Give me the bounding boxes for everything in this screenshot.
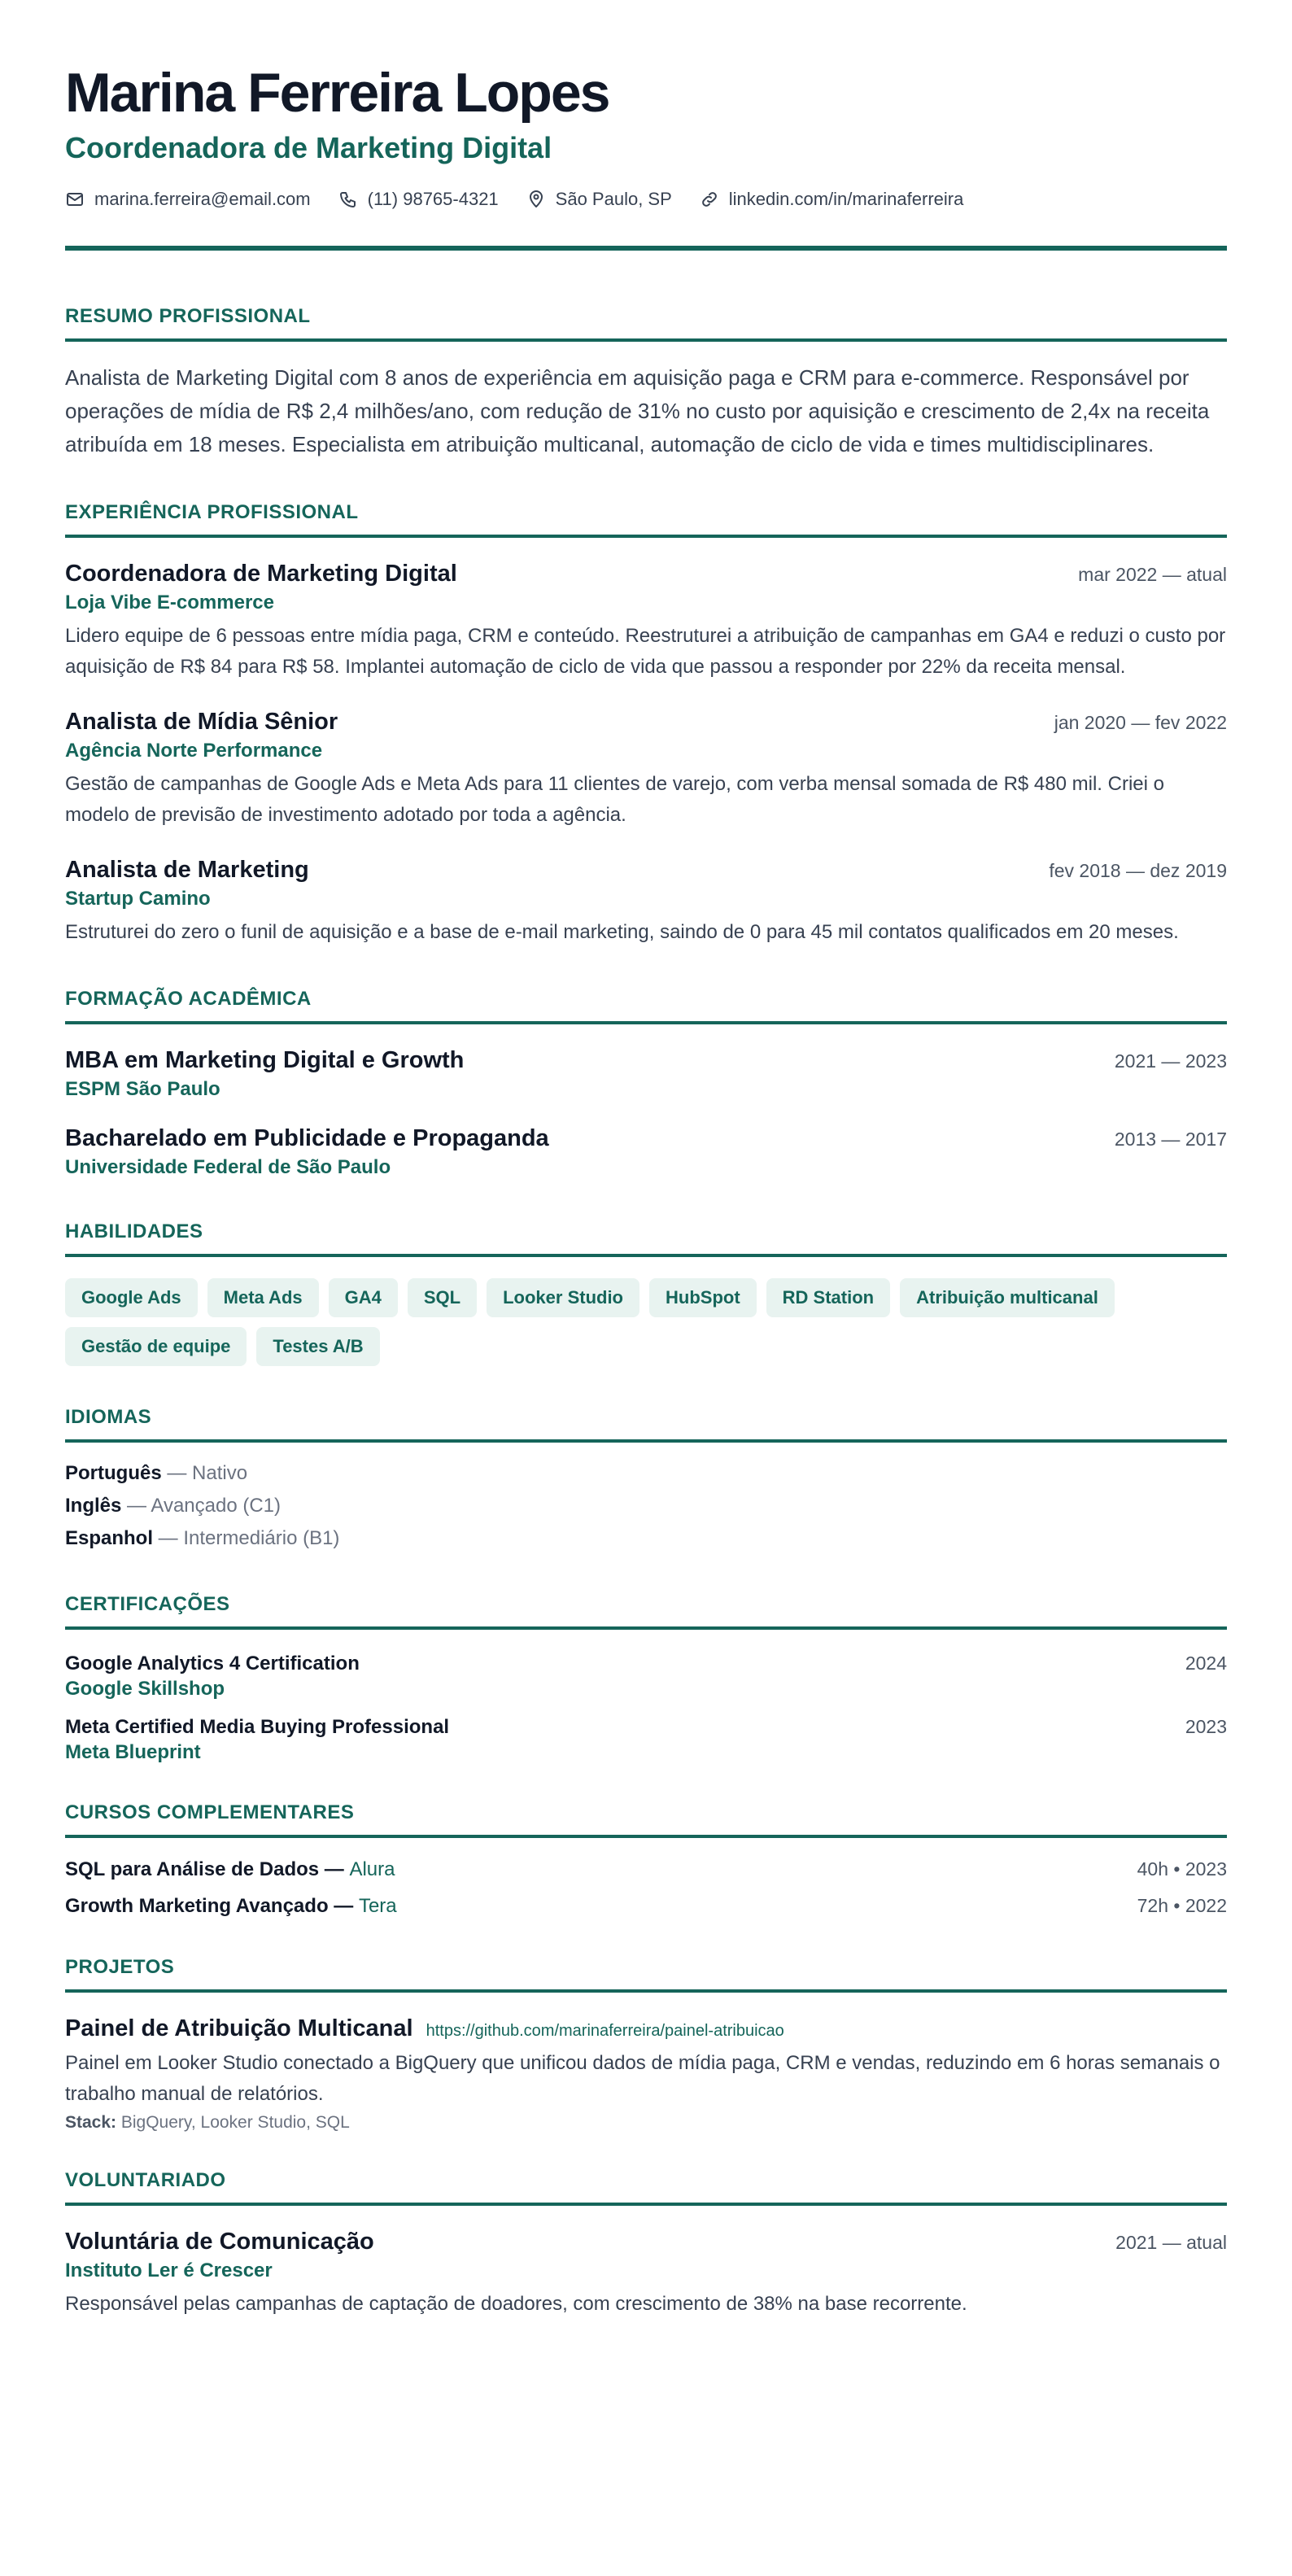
skill-chip: RD Station [766,1278,890,1317]
school-name: ESPM São Paulo [65,1078,220,1100]
courses-section [65,1801,1227,1919]
course-separator: — [319,1858,350,1880]
course-school: Tera [358,1895,397,1917]
skills-section [65,1220,1227,1366]
job-description: Gestão de campanhas de Google Ads e Meta Ads para 11 clientes de varejo, com verba mensal somada de R$ 480 mil. Criei o modelo de previsão de investimento adotado por toda a agência. [65,773,1164,826]
skill-chip: Atribuição multicanal [900,1278,1115,1317]
job-company: Agência Norte Performance [65,740,323,762]
certification-issuer: Google Skillshop [65,1678,225,1700]
location-pin-icon [526,190,546,209]
language-level: — Intermediário (B1) [153,1527,340,1549]
language-level: — Nativo [161,1462,248,1484]
contact-list [65,189,1227,210]
language-name: Espanhol [65,1527,154,1549]
degree-title: MBA em Marketing Digital e Growth [65,1047,465,1073]
section-divider [65,2203,1227,2206]
certification-issuer: Meta Blueprint [65,1741,201,1763]
summary-section [65,304,1227,461]
section-title: HABILIDADES [65,1220,203,1242]
language-name: Inglês [65,1495,122,1517]
section-title: PROJETOS [65,1956,175,1978]
volunteer-org: Instituto Ler é Crescer [65,2259,273,2281]
skill-chip: Meta Ads [207,1278,319,1317]
language-item [65,1490,1227,1522]
degree-date: 2021 — 2023 [1114,1050,1227,1072]
job-description: Estruturei do zero o funil de aquisição e a base de e-mail marketing, saindo de 0 para 45 mil contatos qualificados em 20 meses. [65,921,1179,943]
skill-chip: GA4 [329,1278,398,1317]
skill-chip: Testes A/B [256,1327,379,1366]
header-divider [65,246,1227,251]
contact-linkedin-text: linkedin.com/in/marinaferreira [728,189,964,209]
volunteer-description: Responsável pelas campanhas de captação de doadores, com crescimento de 38% na base recorrente. [65,2293,967,2315]
course-item [65,1856,1227,1883]
degree-title: Bacharelado em Publicidade e Propaganda [65,1125,549,1151]
skill-chip: Gestão de equipe [65,1327,247,1366]
link-icon [700,190,719,209]
candidate-role: Coordenadora de Marketing Digital [65,131,552,164]
contact-location-text: São Paulo, SP [555,189,672,209]
job-date: jan 2020 — fev 2022 [1054,712,1227,733]
volunteer-role: Voluntária de Comunicação [65,2229,374,2255]
course-meta: 40h • 2023 [1137,1858,1227,1880]
language-item [65,1522,1227,1555]
summary-text: Analista de Marketing Digital com 8 anos de experiência em aquisição paga e CRM para e-commerce. Responsável por operações de mídia de R$ 2,4 milhões/ano, com redução de 31% no custo por aquisição e crescimento de 2,4x na receita atribuída em 18 meses. Especialista em atribuição multicanal, automação de ciclo de vida e times multidisciplinares. [65,365,1210,456]
project-stack [65,2113,1227,2133]
certifications-section [65,1592,1227,1765]
contact-phone-text: (11) 98765-4321 [367,189,499,209]
section-divider [65,1626,1227,1630]
contact-phone[interactable] [338,189,499,210]
course-school: Alura [349,1858,395,1880]
language-name: Português [65,1462,162,1484]
project-name: Painel de Atribuição Multicanal [65,2015,413,2041]
section-divider [65,338,1227,342]
job-date: fev 2018 — dez 2019 [1049,860,1227,881]
section-title: EXPERIÊNCIA PROFISSIONAL [65,501,359,523]
contact-location [526,189,672,210]
contact-linkedin[interactable] [700,189,964,210]
section-title: VOLUNTARIADO [65,2169,226,2191]
job-title: Analista de Mídia Sênior [65,709,338,735]
section-divider [65,1254,1227,1257]
section-divider [65,535,1227,538]
certification-name: Google Analytics 4 Certification [65,1653,360,1674]
section-divider [65,1835,1227,1838]
certification-name: Meta Certified Media Buying Professional [65,1716,450,1738]
experience-item [65,707,1227,831]
project-stack-label: Stack: [65,2113,117,2132]
section-title: CERTIFICAÇÕES [65,1593,230,1615]
certification-year: 2023 [1185,1716,1227,1737]
experience-item [65,559,1227,683]
language-item [65,1457,1227,1490]
job-company: Startup Camino [65,888,211,910]
contact-email-text: marina.ferreira@email.com [94,189,311,209]
certification-year: 2024 [1185,1653,1227,1674]
project-link[interactable]: https://github.com/marinaferreira/painel-atribuicao [426,2022,784,2040]
course-meta: 72h • 2022 [1137,1895,1227,1916]
degree-date: 2013 — 2017 [1114,1129,1227,1150]
certification-item [65,1651,1227,1701]
volunteer-item [65,2227,1227,2320]
resume-header [65,60,1227,251]
section-title: FORMAÇÃO ACADÊMICA [65,988,312,1010]
experience-section [65,500,1227,948]
section-title: CURSOS COMPLEMENTARES [65,1801,355,1823]
certification-item [65,1714,1227,1765]
section-title: IDIOMAS [65,1406,152,1428]
experience-item [65,855,1227,948]
skill-chip: HubSpot [649,1278,757,1317]
section-divider [65,1439,1227,1443]
project-description: Painel em Looker Studio conectado a BigQuery que unificou dados de mídia paga, CRM e vendas, reduzindo em 6 horas semanais o trabalho manual de relatórios. [65,2052,1220,2105]
project-stack-value: BigQuery, Looker Studio, SQL [116,2113,350,2132]
course-name: Growth Marketing Avançado [65,1895,329,1917]
job-date: mar 2022 — atual [1078,564,1227,585]
section-title: RESUMO PROFISSIONAL [65,305,311,327]
project-item [65,2014,1227,2133]
course-name: SQL para Análise de Dados [65,1858,320,1880]
job-company: Loja Vibe E-commerce [65,592,274,613]
course-separator: — [328,1895,359,1917]
skill-chip: Google Ads [65,1278,198,1317]
contact-email[interactable] [65,189,311,210]
job-title: Coordenadora de Marketing Digital [65,561,457,587]
section-divider [65,1021,1227,1024]
projects-section [65,1955,1227,2133]
mail-icon [65,190,85,209]
education-section [65,987,1227,1181]
job-title: Analista de Marketing [65,857,309,883]
job-description: Lidero equipe de 6 pessoas entre mídia paga, CRM e conteúdo. Reestruturei a atribuição de campanhas em GA4 e reduzi o custo por aquisição de R$ 84 para R$ 58. Implantei automação de ciclo de vida que passou a responder por 22% da receita mensal. [65,625,1226,678]
course-item [65,1893,1227,1919]
volunteer-section [65,2168,1227,2320]
languages-section [65,1405,1227,1555]
school-name: Universidade Federal de São Paulo [65,1156,391,1178]
volunteer-date: 2021 — atual [1115,2232,1227,2253]
phone-icon [338,190,358,209]
education-item [65,1046,1227,1102]
language-level: — Avançado (C1) [121,1495,282,1517]
skill-chip: Looker Studio [487,1278,639,1317]
skill-list [65,1278,1227,1366]
education-item [65,1124,1227,1181]
section-divider [65,1989,1227,1993]
candidate-name: Marina Ferreira Lopes [65,62,609,124]
skill-chip: SQL [408,1278,477,1317]
